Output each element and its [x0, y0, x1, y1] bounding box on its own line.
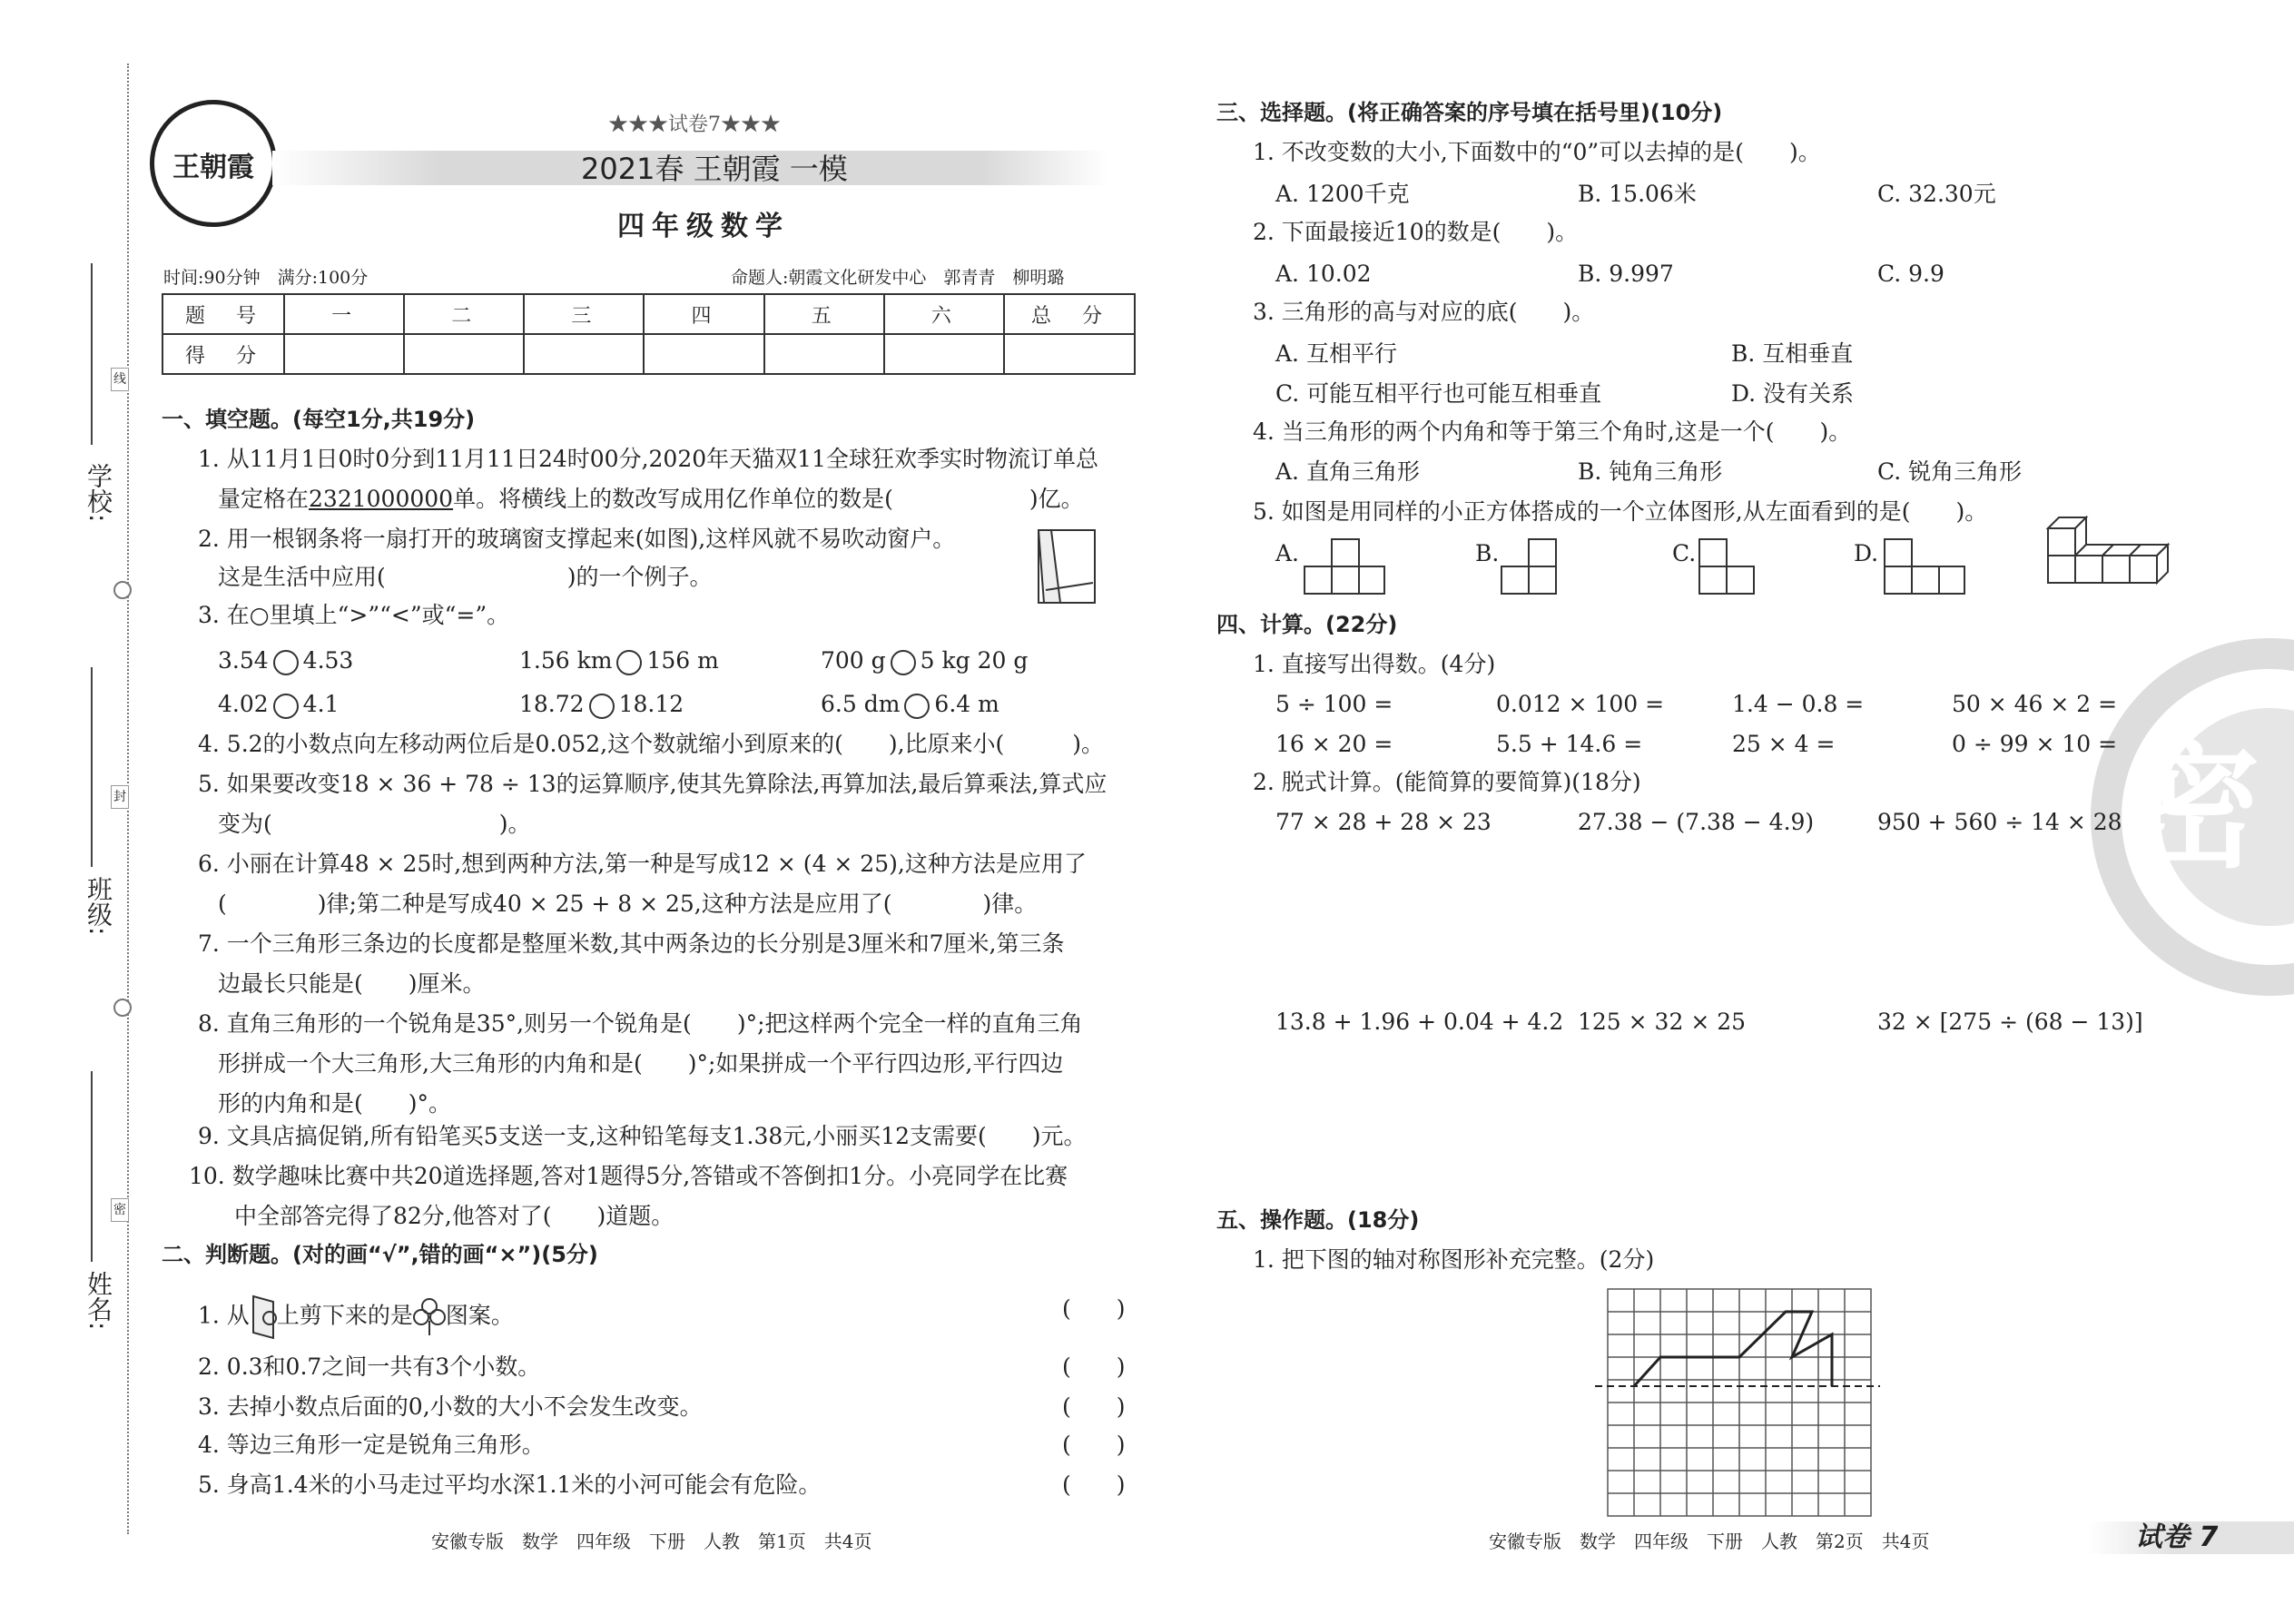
- folded-paper-icon: [250, 1294, 277, 1340]
- sec3-q5-c: C.: [1672, 540, 1697, 566]
- sec3-q2-c: C. 9.9: [1877, 261, 1944, 287]
- calc-5: 125 × 32 × 25: [1578, 1009, 1747, 1035]
- binding-hole-2: [113, 999, 132, 1017]
- name-label: 姓名:: [84, 1271, 113, 1331]
- sec1-q2a: 2. 用一根钢条将一扇打开的玻璃窗支撑起来(如图),这样风就不易吹动窗户。: [198, 526, 956, 552]
- binding-mark-seal: 封: [111, 785, 129, 809]
- calc-2: 27.38 − (7.38 − 4.9): [1578, 809, 1815, 835]
- sec2-paren-4[interactable]: ( ): [1062, 1432, 1126, 1458]
- score-table: 题 号 一 二 三 四 五 六 总 分 得 分: [162, 293, 1136, 375]
- oral-2: 0.012 × 100 =: [1496, 691, 1665, 717]
- sec2-q2: 2. 0.3和0.7之间一共有3个小数。: [198, 1353, 541, 1380]
- sec3-q5-d: D.: [1854, 540, 1879, 566]
- sec1-q8b: 形拼成一个大三角形,大三角形的内角和是( )°;如果拼成一个平行四边形,平行四边: [218, 1050, 1064, 1077]
- logo-seal: 王朝霞: [150, 100, 277, 227]
- sec2-paren-3[interactable]: ( ): [1062, 1393, 1126, 1420]
- sec2-q5: 5. 身高1.4米的小马走过平均水深1.1米的小河可能会有危险。: [198, 1471, 822, 1498]
- sec3-q5-b: B.: [1475, 540, 1500, 566]
- compare-5: 18.72 18.12: [519, 691, 684, 717]
- sec2-q4: 4. 等边三角形一定是锐角三角形。: [198, 1432, 545, 1458]
- window-figure: [1033, 527, 1104, 608]
- option-c-figure: [1698, 537, 1756, 595]
- compare-6: 6.5 dm 6.4 m: [821, 691, 999, 717]
- sec1-q10b: 中全部答完得了82分,他答对了( )道题。: [234, 1203, 674, 1229]
- sec1-q8a: 8. 直角三角形的一个锐角是35°,则另一个锐角是( )°;把这样两个完全一样的直角三角: [198, 1010, 1083, 1037]
- calc-3: 950 + 560 ÷ 14 × 28: [1877, 809, 2122, 835]
- sec2-title: 二、判断题。(对的画“√”,错的画“×”)(5分): [162, 1242, 598, 1267]
- sec2-paren-2[interactable]: ( ): [1062, 1353, 1126, 1380]
- option-a-figure: [1303, 537, 1386, 595]
- sec1-q2b: 这是生活中应用( )的一个例子。: [218, 564, 713, 590]
- name-blank: [91, 1071, 93, 1262]
- sec2-paren-1[interactable]: ( ): [1062, 1295, 1126, 1322]
- sec1-q5b: 变为( )。: [218, 811, 531, 837]
- sec3-title: 三、选择题。(将正确答案的序号填在括号里)(10分): [1216, 100, 1723, 125]
- sec3-q3-b: B. 互相垂直: [1731, 340, 1854, 367]
- sec1-title: 一、填空题。(每空1分,共19分): [162, 407, 476, 432]
- sec4-s2: 2. 脱式计算。(能简算的要简算)(18分): [1253, 769, 1641, 795]
- sec4-title: 四、计算。(22分): [1216, 612, 1398, 637]
- sec1-q10a: 10. 数学趣味比赛中共20道选择题,答对1题得5分,答错或不答倒扣1分。小亮同学在比赛: [189, 1163, 1068, 1189]
- calc-1: 77 × 28 + 28 × 23: [1275, 809, 1492, 835]
- oral-1: 5 ÷ 100 =: [1275, 691, 1393, 717]
- sec3-q4-a: A. 直角三角形: [1275, 458, 1420, 485]
- sec2-q1: 1. 从 上剪下来的是 图案。: [198, 1294, 514, 1340]
- sec1-q5a: 5. 如果要改变18 × 36 + 78 ÷ 13的运算顺序,使其先算除法,再算加法,最后算乘法,算式应: [198, 771, 1108, 797]
- sec3-q4-b: B. 钝角三角形: [1578, 458, 1723, 485]
- oral-8: 0 ÷ 99 × 10 =: [1952, 731, 2118, 757]
- compare-2: 1.56 km 156 m: [519, 647, 719, 674]
- watermark-char: 密: [2124, 729, 2261, 887]
- sec1-q6a: 6. 小丽在计算48 × 25时,想到两种方法,第一种是写成12 × (4 × 25),这种方法是应用了: [198, 851, 1087, 877]
- sec3-q1-c: C. 32.30元: [1877, 181, 1996, 207]
- paper-tag: ★★★试卷7★★★: [608, 113, 781, 136]
- calc-6: 32 × [275 ÷ (68 − 13)]: [1877, 1009, 2143, 1035]
- paper-tag-footer: 试卷 7: [2135, 1521, 2219, 1553]
- sec5-q1: 1. 把下图的轴对称图形补充完整。(2分): [1253, 1246, 1655, 1273]
- calc-4: 13.8 + 1.96 + 0.04 + 4.2: [1275, 1009, 1564, 1035]
- oral-6: 5.5 + 14.6 =: [1496, 731, 1643, 757]
- exam-title: 2021春 王朝霞 一模: [581, 152, 848, 186]
- footer-left: 安徽专版 数学 四年级 下册 人教 第1页 共4页: [431, 1530, 872, 1552]
- sec1-q3: 3. 在○里填上“>”“<”或“=”。: [198, 602, 510, 628]
- option-b-figure: [1500, 537, 1558, 595]
- sec3-q1-b: B. 15.06米: [1578, 181, 1697, 207]
- sec1-q1a: 1. 从11月1日0时0分到11月11日24时00分,2020年天猫双11全球狂欢季实时物流订单总: [198, 446, 1098, 472]
- sec2-q3: 3. 去掉小数点后面的0,小数的大小不会发生改变。: [198, 1393, 703, 1420]
- oral-4: 50 × 46 × 2 =: [1952, 691, 2118, 717]
- binding-hole-1: [113, 581, 132, 599]
- authors: 命题人:朝霞文化研发中心 郭青青 柳明璐: [731, 268, 1065, 288]
- sec3-q4: 4. 当三角形的两个内角和等于第三个角时,这是一个( )。: [1253, 418, 1852, 445]
- class-label: 班级:: [84, 876, 113, 936]
- compare-4: 4.02 4.1: [218, 691, 340, 717]
- sec3-q1-a: A. 1200千克: [1275, 181, 1410, 207]
- oral-7: 25 × 4 =: [1732, 731, 1836, 757]
- binding-mark-line: 线: [111, 368, 129, 391]
- compare-3: 700 g 5 kg 20 g: [821, 647, 1029, 674]
- subject-title: 四年级数学: [617, 211, 790, 242]
- sec3-q5: 5. 如图是用同样的小正方体搭成的一个立体图形,从左面看到的是( )。: [1253, 498, 1988, 525]
- oral-3: 1.4 − 0.8 =: [1732, 691, 1865, 717]
- sec3-q3-c: C. 可能互相平行也可能互相垂直: [1275, 380, 1602, 407]
- sec1-q9: 9. 文具店搞促销,所有铅笔买5支送一支,这种铅笔每支1.38元,小丽买12支需要( )元。: [198, 1123, 1087, 1149]
- option-d-figure: [1883, 537, 1966, 595]
- sec1-q7b: 边最长只能是( )厘米。: [218, 970, 486, 997]
- cube-stack-figure: [2039, 508, 2175, 599]
- sec3-q2-b: B. 9.997: [1578, 261, 1674, 287]
- sec5-title: 五、操作题。(18分): [1216, 1207, 1420, 1233]
- sec3-q3-d: D. 没有关系: [1731, 380, 1855, 407]
- school-blank: [91, 263, 93, 445]
- footer-right: 安徽专版 数学 四年级 下册 人教 第2页 共4页: [1489, 1530, 1930, 1552]
- sec3-q3: 3. 三角形的高与对应的底( )。: [1253, 299, 1595, 325]
- oral-5: 16 × 20 =: [1275, 731, 1393, 757]
- sec3-q4-c: C. 锐角三角形: [1877, 458, 2023, 485]
- symmetry-grid: [1593, 1287, 1884, 1518]
- compare-1: 3.54 4.53: [218, 647, 354, 674]
- sec2-paren-5[interactable]: ( ): [1062, 1471, 1126, 1498]
- sec1-q4: 4. 5.2的小数点向左移动两位后是0.052,这个数就缩小到原来的( ),比原来小( )。: [198, 731, 1105, 757]
- school-label: 学校:: [84, 463, 113, 523]
- sec1-q8c: 形的内角和是( )°。: [218, 1090, 452, 1117]
- sec3-q1: 1. 不改变数的大小,下面数中的“0”可以去掉的是( )。: [1253, 139, 1821, 165]
- sec3-q2: 2. 下面最接近10的数是( )。: [1253, 219, 1579, 245]
- sec3-q3-a: A. 互相平行: [1275, 340, 1397, 367]
- binding-mark-secret: 密: [111, 1198, 129, 1222]
- class-blank: [91, 667, 93, 867]
- sec1-q6b: ( )律;第二种是写成40 × 25 + 8 × 25,这种方法是应用了( )律。: [218, 891, 1038, 917]
- sec4-s1: 1. 直接写出得数。(4分): [1253, 651, 1496, 677]
- club-pattern-icon: [413, 1297, 446, 1337]
- sec1-q7a: 7. 一个三角形三条边的长度都是整厘米数,其中两条边的长分别是3厘米和7厘米,第三条: [198, 930, 1065, 957]
- time-score: 时间:90分钟 满分:100分: [163, 268, 369, 288]
- sec1-q1b: 量定格在2321000000单。将横线上的数改写成用亿作单位的数是( )亿。: [218, 486, 1084, 512]
- sec3-q5-a: A.: [1275, 540, 1300, 566]
- sec3-q2-a: A. 10.02: [1275, 261, 1372, 287]
